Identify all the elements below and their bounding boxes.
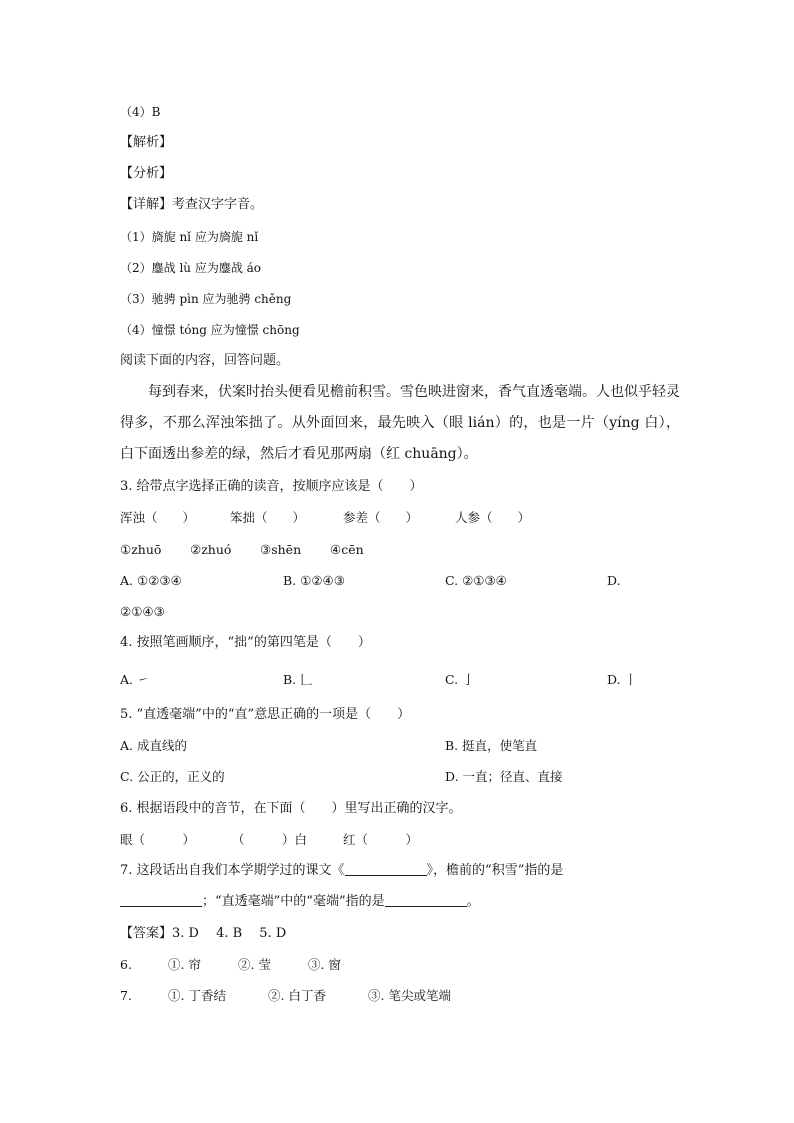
q7-text: 》，檐前的“积雪”指的是 (426, 863, 564, 878)
answer-7-number: 7. (120, 988, 132, 1003)
q6-blank: （ ）白 (232, 832, 308, 847)
analysis-subheading: 【分析】 (120, 166, 173, 181)
answer-6-item: ①. 帘 (168, 957, 201, 972)
answer-6-item: ③. 窗 (308, 957, 341, 972)
q3-option-a: A. ①②③④ (120, 573, 182, 588)
answer-6-number: 6. (120, 957, 132, 972)
detail-explanation: 【详解】考查汉字字音。 (120, 197, 264, 212)
q3-word: 人参（ ） (455, 510, 531, 525)
q3-option-d-value: ②①④③ (120, 604, 165, 619)
q5-option-a: A. 成直线的 (120, 738, 187, 753)
q5-option-b: B. 挺直，使笔直 (445, 738, 538, 753)
q5-option-d: D. 一直；径直、直接 (445, 769, 563, 784)
answer-label: 【答案】3. D 4. B 5. D (120, 926, 287, 941)
q3-option-b: B. ①②④③ (283, 573, 345, 588)
answer-6-item: ②. 莹 (238, 957, 271, 972)
answer-7-item: ②. 白丁香 (268, 988, 326, 1003)
question-7-line-1 (120, 862, 563, 880)
q4-option-c: C. 亅 (445, 672, 475, 687)
question-4-stem: 4. 按照笔画顺序，“拙”的第四笔是（ ） (120, 635, 371, 650)
q4-option-a: A. ㇀ (120, 672, 150, 687)
q3-option-d-label: D. (607, 573, 621, 588)
q3-word: 参差（ ） (343, 510, 419, 525)
q3-option-c: C. ②①③④ (445, 573, 507, 588)
q5-option-c: C. 公正的，正义的 (120, 769, 225, 784)
answer-7-item: ③. 笔尖或笔端 (368, 988, 451, 1003)
reading-passage: 每到春来，伏案时抬头便看见檐前积雪。雪色映进窗来，香气直透毫端。人也似乎轻灵得多，不那么浑浊笨拙了。从外面回来，最先映入（眼 lián）的，也是一片（yíng 白），白下面透出参差的绿，然后才看见那两扇（红 chuāng）。 (120, 384, 680, 462)
reading-instruction: 阅读下面的内容，回答问题。 (120, 353, 290, 368)
q3-reading: ④cēn (330, 542, 364, 557)
q3-reading: ③shēn (260, 542, 302, 557)
q3-word: 笨拙（ ） (230, 510, 306, 525)
q6-blank: 红（ ） (343, 832, 419, 847)
question-6-stem: 6. 根据语段中的音节，在下面（ ）里写出正确的汉字。 (120, 801, 462, 816)
q3-reading: ②zhuó (190, 542, 232, 557)
q3-word: 浑浊（ ） (120, 510, 196, 525)
correction-item: （4）憧憬 tóng 应为憧憬 chōng (120, 323, 300, 337)
question-7-line-2 (120, 893, 480, 911)
q7-text: 7. 这段话出自我们本学期学过的课文《 (120, 863, 345, 878)
q7-text: ；“直透毫端”中的“毫端”指的是 (202, 894, 385, 909)
q4-option-d: D. 丨 (607, 672, 638, 687)
correction-item: （3）驰骋 pìn 应为驰骋 chěng (120, 292, 292, 306)
answer-7-item: ①. 丁香结 (168, 988, 226, 1003)
q3-reading: ①zhuō (120, 542, 162, 557)
previous-answer: （4）B (120, 105, 161, 119)
answer-blank (385, 893, 467, 907)
correction-item: （2）鏖战 lù 应为鏖战 áo (120, 261, 262, 275)
question-5-stem: 5. “直透毫端”中的“直”意思正确的一项是（ ） (120, 707, 411, 722)
correction-item: （1）旖旎 nǐ 应为旖旎 nǐ (120, 230, 259, 244)
q6-blank: 眼（ ） (120, 832, 196, 847)
analysis-heading: 【解析】 (120, 135, 173, 150)
q4-option-b: B. 𠃊 (283, 672, 313, 687)
question-3-stem: 3. 给带点字选择正确的读音，按顺序应该是（ ） (120, 479, 423, 494)
q7-text: 。 (466, 894, 480, 909)
answer-blank (345, 862, 427, 876)
answer-blank (120, 893, 202, 907)
